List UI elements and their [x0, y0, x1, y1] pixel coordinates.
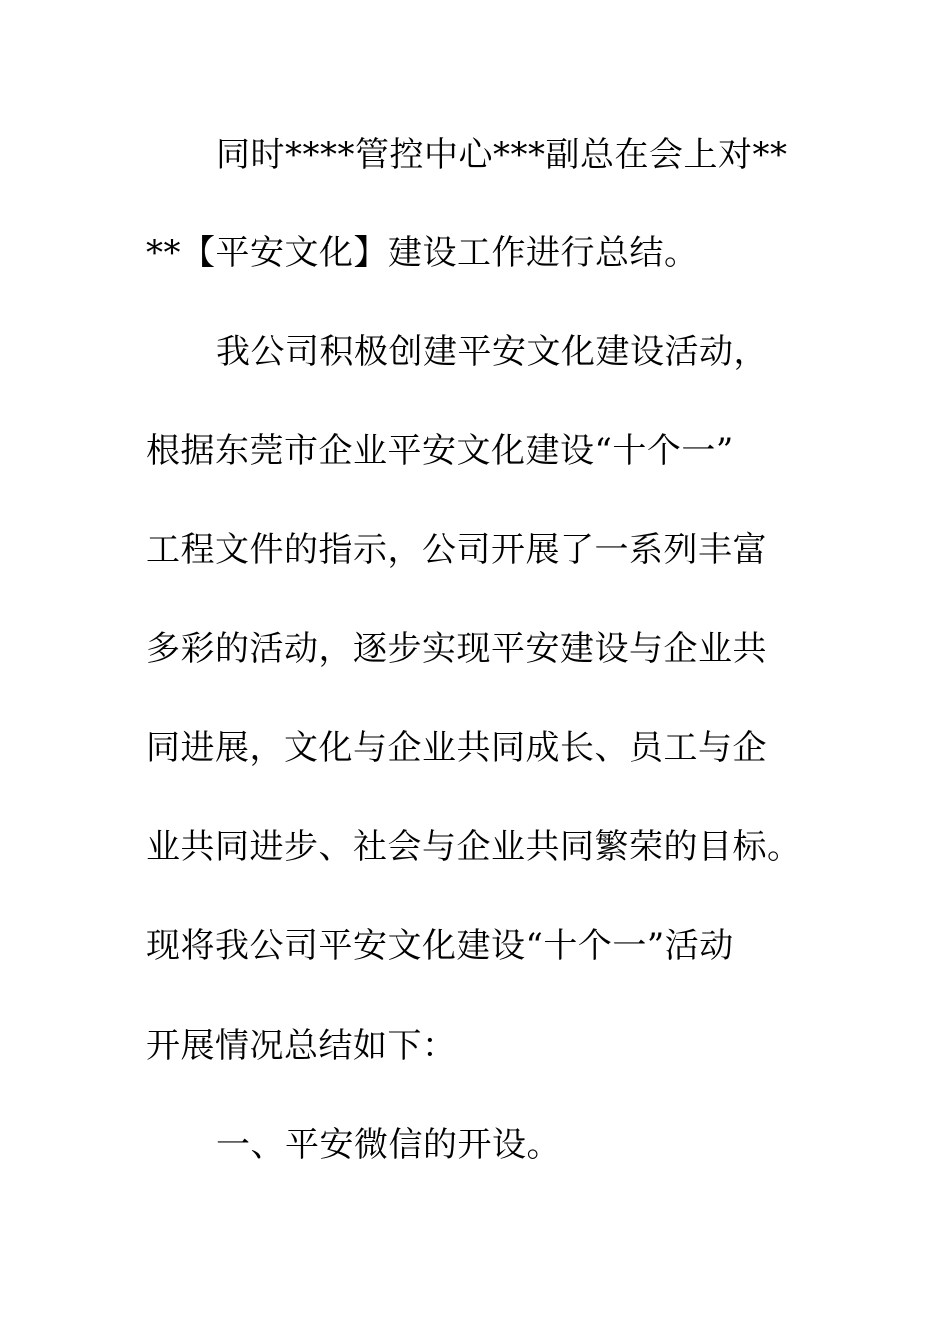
paragraph-line-10: 开展情况总结如下：	[146, 1026, 457, 1066]
paragraph-line-8: 业共同进步、社会与企业共同繁荣的目标。	[146, 827, 802, 867]
paragraph-line-1: 同时****管控中心***副总在会上对**	[216, 135, 788, 175]
paragraph-line-9: 现将我公司平安文化建设“十个一”活动	[146, 926, 734, 966]
paragraph-line-7: 同进展，文化与企业共同成长、员工与企	[146, 728, 767, 768]
paragraph-line-2: **【平安文化】建设工作进行总结。	[146, 233, 699, 273]
paragraph-line-6: 多彩的活动，逐步实现平安建设与企业共	[146, 629, 767, 669]
section-heading: 一、平安微信的开设。	[216, 1125, 561, 1165]
paragraph-line-4: 根据东莞市企业平安文化建设“十个一”	[146, 431, 734, 471]
paragraph-line-3: 我公司积极创建平安文化建设活动，	[216, 332, 768, 372]
paragraph-line-5: 工程文件的指示，公司开展了一系列丰富	[146, 530, 767, 570]
